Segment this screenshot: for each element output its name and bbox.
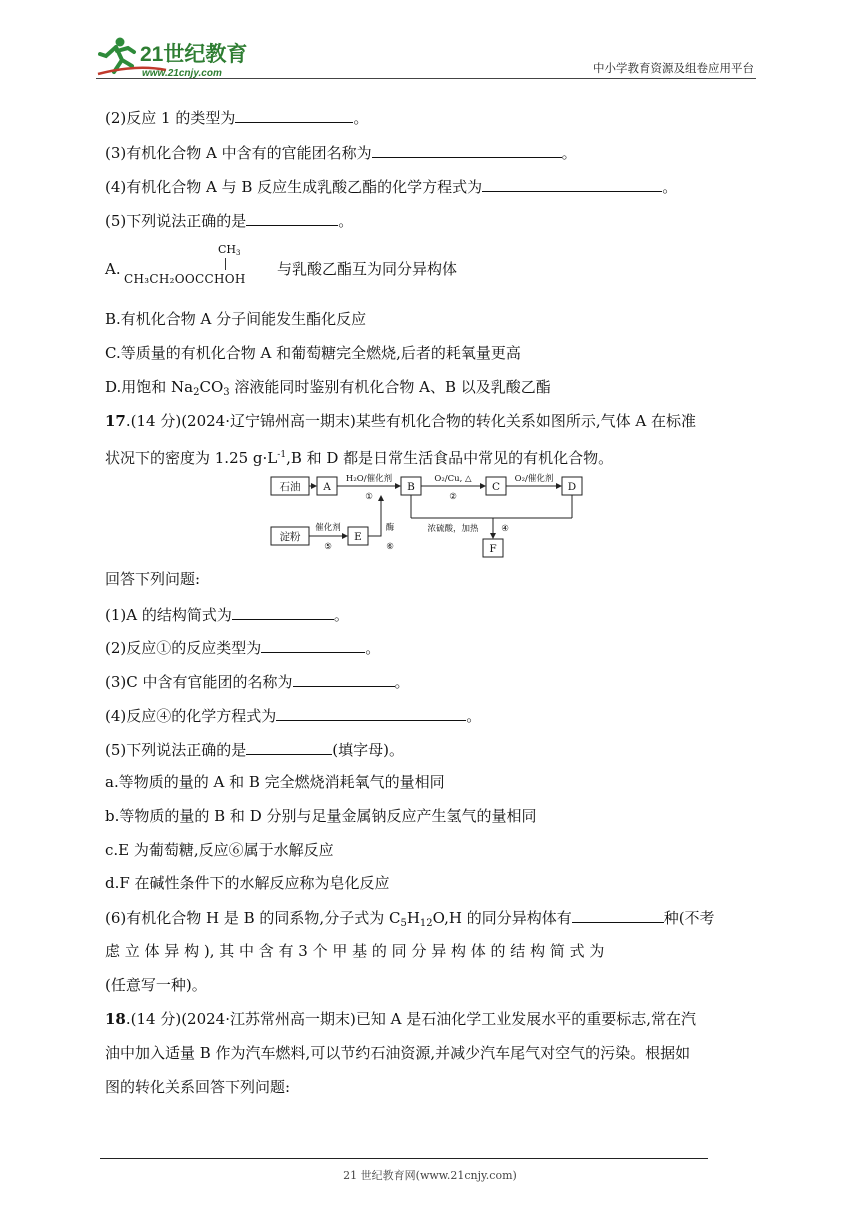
arrow5-label: 催化剂 xyxy=(315,523,341,533)
q16-option-b: B.有机化合物 A 分子间能发生酯化反应 xyxy=(105,310,367,328)
q17-part1: (1)A 的结构简式为 。 xyxy=(105,606,349,624)
label-C: C xyxy=(491,481,501,493)
q17-part2: (2)反应①的反应类型为 。 xyxy=(105,639,381,657)
answer-blank[interactable] xyxy=(235,107,353,123)
label-starch: 淀粉 xyxy=(279,531,301,543)
arrow1-label: H₂O/催化剂 xyxy=(345,474,393,484)
label-A: A xyxy=(323,481,331,493)
q16-option-c: C.等质量的有机化合物 A 和葡萄糖完全燃烧,后者的耗氧量更高 xyxy=(105,344,521,362)
header-platform-text: 中小学教育资源及组卷应用平台 xyxy=(593,61,754,75)
arrow5-num: ⑤ xyxy=(324,542,332,552)
structural-formula xyxy=(124,243,274,293)
q17-option-d: d.F 在碱性条件下的水解反应称为皂化反应 xyxy=(105,874,390,892)
arrow1-num: ① xyxy=(365,492,373,502)
q17-option-c: c.E 为葡萄糖,反应⑥属于水解反应 xyxy=(105,841,334,859)
arrow6-num: ⑥ xyxy=(386,542,394,552)
q17-option-a: a.等物质的量的 A 和 B 完全燃烧消耗氧气的量相同 xyxy=(105,773,445,791)
label-D: D xyxy=(567,481,577,493)
answer-blank[interactable] xyxy=(232,604,334,620)
q17-part6-line3: (任意写一种)。 xyxy=(105,976,207,994)
arrow4-label: 浓硫酸，加热 xyxy=(427,524,479,534)
struct-main-chain: CH₃CH₂OOCCHOH xyxy=(124,272,246,286)
arrow6-label: 酶 xyxy=(385,523,395,533)
answer-blank[interactable] xyxy=(246,739,332,755)
q16-part2: (2)反应 1 的类型为 。 xyxy=(105,109,369,127)
conversion-diagram xyxy=(268,470,588,562)
q18-stem-line3: 图的转化关系回答下列问题: xyxy=(105,1078,291,1096)
q18-stem-line1: 18.(14 分)(2024·江苏常州高一期末)已知 A 是石油化学工业发展水平的重要标志,常在汽 xyxy=(105,1010,696,1028)
q16-part5: (5)下列说法正确的是 。 xyxy=(105,212,354,230)
answer-blank[interactable] xyxy=(482,176,662,192)
site-logo xyxy=(96,34,266,80)
answer-blank[interactable] xyxy=(293,671,395,687)
answer-blank[interactable] xyxy=(276,705,466,721)
q17-part4: (4)反应④的化学方程式为 。 xyxy=(105,707,482,725)
q16-part4: (4)有机化合物 A 与 B 反应生成乳酸乙酯的化学方程式为 。 xyxy=(105,178,678,196)
q17-stem-line2: 状况下的密度为 1.25 $g\cdot L^{-1},B$ 和 D 都是日常生活食品中常见的有机化合物。 xyxy=(105,449,614,467)
q17-part3: (3)C 中含有官能团的名称为 。 xyxy=(105,673,410,691)
page-header xyxy=(96,34,756,80)
q16-option-a-label: A. xyxy=(105,260,121,278)
svg-text:www.21cnjy.com: www.21cnjy.com xyxy=(142,68,222,79)
arrow2-label: O₂/Cu, △ xyxy=(434,474,472,484)
arrow-E-B xyxy=(368,496,381,536)
label-oil: 石油 xyxy=(279,481,301,493)
label-F: F xyxy=(489,543,497,555)
footer-divider xyxy=(100,1158,708,1159)
q18-stem-line2: 油中加入适量 B 作为汽车燃料,可以节约石油资源,并减少汽车尾气对空气的污染。根据如 xyxy=(105,1044,691,1062)
arrow2-num: ② xyxy=(449,492,457,502)
q16-option-a-text: 与乳酸乙酯互为同分异构体 xyxy=(277,260,458,278)
q17-part6-line2: 虑 立 体 异 构 ), 其 中 含 有 3 个 甲 基 的 同 分 异 构 体 的 结 构 简 式 为 xyxy=(105,942,605,960)
answer-blank[interactable] xyxy=(372,142,562,158)
label-B: B xyxy=(407,481,415,493)
q16-option-d: D.用饱和 $Na_2CO_3$ 溶液能同时鉴别有机化合物 A、B 以及乳酸乙酯 xyxy=(105,378,551,398)
arrow3-label: O₂/催化剂 xyxy=(514,474,554,484)
q16-part3: (3)有机化合物 A 中含有的官能团名称为 。 xyxy=(105,144,577,162)
answer-blank[interactable] xyxy=(246,210,338,226)
label-E: E xyxy=(354,531,362,543)
struct-branch: CH3 xyxy=(218,243,241,257)
struct-bond xyxy=(225,258,226,270)
header-divider xyxy=(96,78,756,79)
q17-intro: 回答下列问题: xyxy=(105,570,201,588)
footer-text: 21 世纪教育网(www.21cnjy.com) xyxy=(343,1169,517,1182)
q17-option-b: b.等物质的量的 B 和 D 分别与足量金属钠反应产生氢气的量相同 xyxy=(105,807,537,825)
answer-blank[interactable] xyxy=(261,637,365,653)
arrow4-num: ④ xyxy=(501,524,509,534)
answer-blank[interactable] xyxy=(572,907,664,923)
svg-text:21世纪教育: 21世纪教育 xyxy=(140,43,248,66)
q17-part6-line1: (6)有机化合物 H 是 B 的同系物,分子式为 $C_5H_{12}O,H$ 的同分异构体有 种(不考 xyxy=(105,909,715,929)
q17-part5: (5)下列说法正确的是 (填字母)。 xyxy=(105,741,404,759)
q17-stem-line1: 17.(14 分)(2024·辽宁锦州高一期末)某些有机化合物的转化关系如图所示,气体 A 在标准 xyxy=(105,412,696,430)
